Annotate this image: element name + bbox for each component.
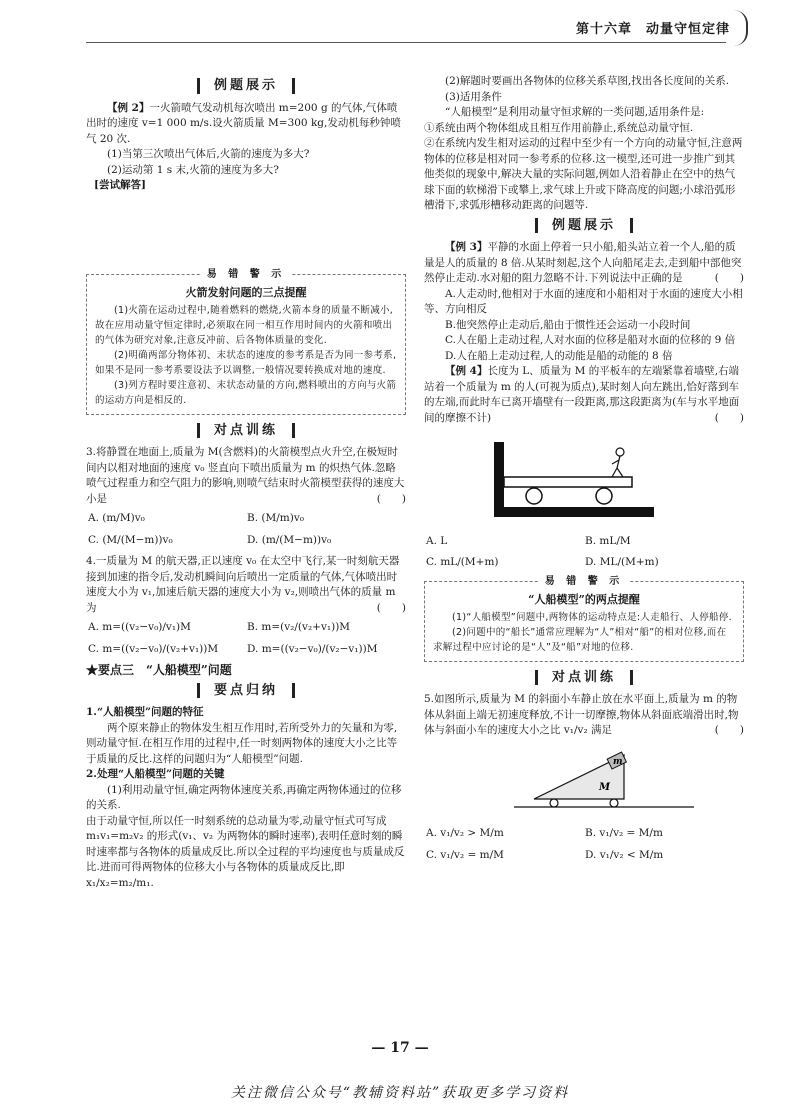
option-b[interactable]: B. m=(v₂/(v₂+v₁))M [247, 621, 351, 633]
option-c[interactable]: C.人在船上走动过程,人对水面的位移是船对水面的位移的 9 倍 [445, 334, 736, 346]
warning-point: (2)明确两部分物体初、末状态的速度的参考系是否为同一参考系,如果不是同一参考系要设法予以调整,一般情况要转换成对地的速度. [95, 349, 397, 376]
example-4: 【例 4】长度为 L、质量为 M 的平板车的左端紧靠着墙壁,右端站着一个质量为 m 的人(可视为质点),某时刻人向左跳出,恰好落到车的左端,而此时车已离开墙壁有一段距离,那这段距离为(车与水平地面间的摩擦不计) ( ) [424, 365, 744, 424]
example-2-q1: (1)当第三次喷出气体后,火箭的速度为多大? [107, 148, 310, 160]
example-3: 【例 3】平静的水面上停着一只小船,船头站立着一个人,船的质量是人的质量的 8 倍.从某时刻起,这个人向船尾走去,走到船中部他突然停止走动.水对船的阻力忽略不计.下列说法中正确的是 ( ) [424, 241, 744, 284]
page-number: — 17 — [371, 1040, 429, 1056]
option-c[interactable]: C. m=((v₂−v₀)/(v₂+v₁))M [88, 642, 219, 655]
warning-point: (1)火箭在运动过程中,随着燃料的燃烧,火箭本身的质量不断减小,故在应用动量守恒定律时,必须取在同一相互作用时间内的火箭和喷出的气体为研究对象,注意反冲前、后各物体质量的变化. [95, 304, 394, 346]
option-c[interactable]: C. mL/(M+m) [426, 556, 499, 568]
paragraph: ②在系统内发生相对运动的过程中至少有一个方向的动量守恒,注意两物体的位移是相对同一参考系的位移.这一模型,还可进一步推广到其他类似的现象中,解决大量的实际问题,例如人沿着静止在空中的热气球下面的软梯滑下或攀上,求气球上升或下降高度的问题;小球沿弧形槽滑下,求弧形槽移动距离的问题等. [424, 137, 743, 211]
paragraph: (2)解题时要画出各物体的位移关系草图,找出各长度间的关系. [445, 75, 730, 87]
paragraph: 由于动量守恒,所以任一时刻系统的总动量为零,动量守恒式可写成 m₁v₁=m₂v₂ 的形式(v₁、v₂ 为两物体的瞬时速率),表明任意时刻的瞬时速率都与各物体的质量成反比.所以全过程的平均速度也与质量成反比.进而可得两物体的位移大小与各物体的质量成反比,即 x₁/x₂=m₂/m₁. [86, 814, 405, 889]
key-point-heading: ★要点三 “人船模型”问题 [86, 663, 232, 677]
option-d[interactable]: D.人在船上走动过程,人的动能是船的动能的 8 倍 [445, 349, 673, 362]
subheading: 1.“人船模型”问题的特征 [86, 706, 204, 718]
example-2: 【例 2】一火箭喷气发动机每次喷出 m=200 g 的气体,气体喷出时的速度 v=1 000 m/s.设火箭质量 M=300 kg,发动机每秒钟喷气 20 次. [86, 101, 401, 145]
try-answer-label: [尝试解答] [94, 179, 146, 191]
left-column [86, 74, 406, 891]
option-a[interactable]: A.人走动时,他相对于水面的速度和小船相对于水面的速度大小相等、方向相反 [424, 287, 743, 315]
example-2-q2: (2)运动第 1 s 末,火箭的速度为多大? [107, 163, 279, 176]
option-a[interactable]: A. (m/M)v₀ [88, 512, 145, 524]
fig-label-m: m [613, 756, 623, 767]
option-d[interactable]: D. m=((v₂−v₀)/(v₂−v₁))M [247, 642, 378, 655]
question-5: 5.如图所示,质量为 M 的斜面小车静止放在水平面上,质量为 m 的物体从斜面上端无初速度释放,不计一切摩擦,物体从斜面底端滑出时,物体与斜面小车的速度大小之比 v₁/v₂ 满足 ( ) [424, 693, 744, 736]
option-b[interactable]: B.他突然停止走动后,船由于惯性还会运动一小段时间 [445, 318, 691, 331]
option-a[interactable]: A. m=((v₂−v₀)/v₁)M [88, 621, 191, 633]
header-rule [86, 42, 726, 43]
paragraph: 两个原来静止的物体发生相互作用时,若所受外力的矢量和为零,则动量守恒.在相互作用的过程中,任一时刻两物体的速度大小之比等于质量的反比.这样的问题归为“人船模型”问题. [86, 721, 398, 765]
warning-point: (1)“人船模型”问题中,两物体的运动特点是:人走船行、人停船停. [452, 611, 732, 623]
paragraph: ①系统由两个物体组成且相互作用前静止,系统总动量守恒. [424, 121, 694, 134]
option-d[interactable]: D. ML/(M+m) [585, 556, 659, 568]
question-4-options [86, 620, 406, 657]
option-b[interactable]: B. (M/m)v₀ [247, 512, 304, 524]
warning-box [86, 268, 406, 415]
question-3-options [86, 511, 406, 548]
warning-title: “人船模型”的两点提醒 [528, 593, 640, 606]
subheading: 2.处理“人船模型”问题的关键 [86, 768, 225, 780]
question-3: 3.将静置在地面上,质量为 M(含燃料)的火箭模型点火升空,在极短时间内以相对地面的速度 v₀ 竖直向下喷出质量为 m 的炽热气体.忽略喷气过程重力和空气阻力的影响,则喷气结束时火箭模型获得的速度大小是 ( ) [86, 446, 406, 505]
chapter-header: 第十六章 动量守恒定律 [575, 22, 730, 37]
header-decoration [732, 10, 748, 46]
option-c[interactable]: C. (M/(M−m))v₀ [88, 533, 173, 546]
paragraph: “人船模型”是利用动量守恒求解的一类问题,适用条件是: [445, 106, 705, 118]
option-a[interactable]: A. L [426, 534, 448, 547]
question-5-options [424, 826, 744, 863]
warning-title: 火箭发射问题的三点提醒 [185, 286, 307, 299]
warning-box [424, 575, 744, 662]
paragraph: (1)利用动量守恒,确定两物体速度关系,再确定两物体通过的位移的关系. [86, 783, 402, 811]
option-b[interactable]: B. v₁/v₂ = M/m [585, 827, 663, 839]
section-banner: 要点归纳 [86, 683, 406, 700]
option-d[interactable]: D. (m/(M−m))v₀ [247, 533, 332, 546]
warning-tag: 易 错 警 示 [539, 574, 629, 590]
section-banner: 对点训练 [424, 670, 744, 687]
footer-note: 关注微信公众号“教辅资料站”获取更多学习资料 [230, 1085, 570, 1101]
cart-wall-figure [424, 432, 744, 528]
fig-label-M: M [599, 781, 611, 793]
option-d[interactable]: D. v₁/v₂ < M/m [585, 848, 664, 861]
incline-cart-figure [424, 745, 744, 821]
section-banner: 例题展示 [424, 218, 744, 235]
section-banner: 对点训练 [86, 423, 406, 440]
right-column [424, 74, 744, 869]
paragraph: (3)适用条件 [445, 90, 502, 103]
warning-point: (2)问题中的“船长”通常应理解为“人”相对“船”的相对位移,而在求解过程中应讨论的是“人”及“船”对地的位移. [433, 626, 727, 653]
option-b[interactable]: B. mL/M [585, 534, 631, 547]
question-4: 4.一质量为 M 的航天器,正以速度 v₀ 在太空中飞行,某一时刻航天器接到加速的指令后,发动机瞬间向后喷出一定质量的气体,气体喷出时速度大小为 v₁,加速后航天器的速度大小为 v₂,则喷出气体的质量 m 为 ( ) [86, 555, 406, 614]
warning-point: (3)列方程时要注意初、末状态动量的方向,燃料喷出的方向与火箭的运动方向是相反的. [95, 379, 397, 406]
option-c[interactable]: C. v₁/v₂ = m/M [426, 848, 504, 861]
section-banner: 例题展示 [86, 78, 406, 95]
example-4-options [424, 534, 744, 571]
warning-tag: 易 错 警 示 [201, 267, 291, 283]
option-a[interactable]: A. v₁/v₂ > M/m [426, 827, 504, 839]
